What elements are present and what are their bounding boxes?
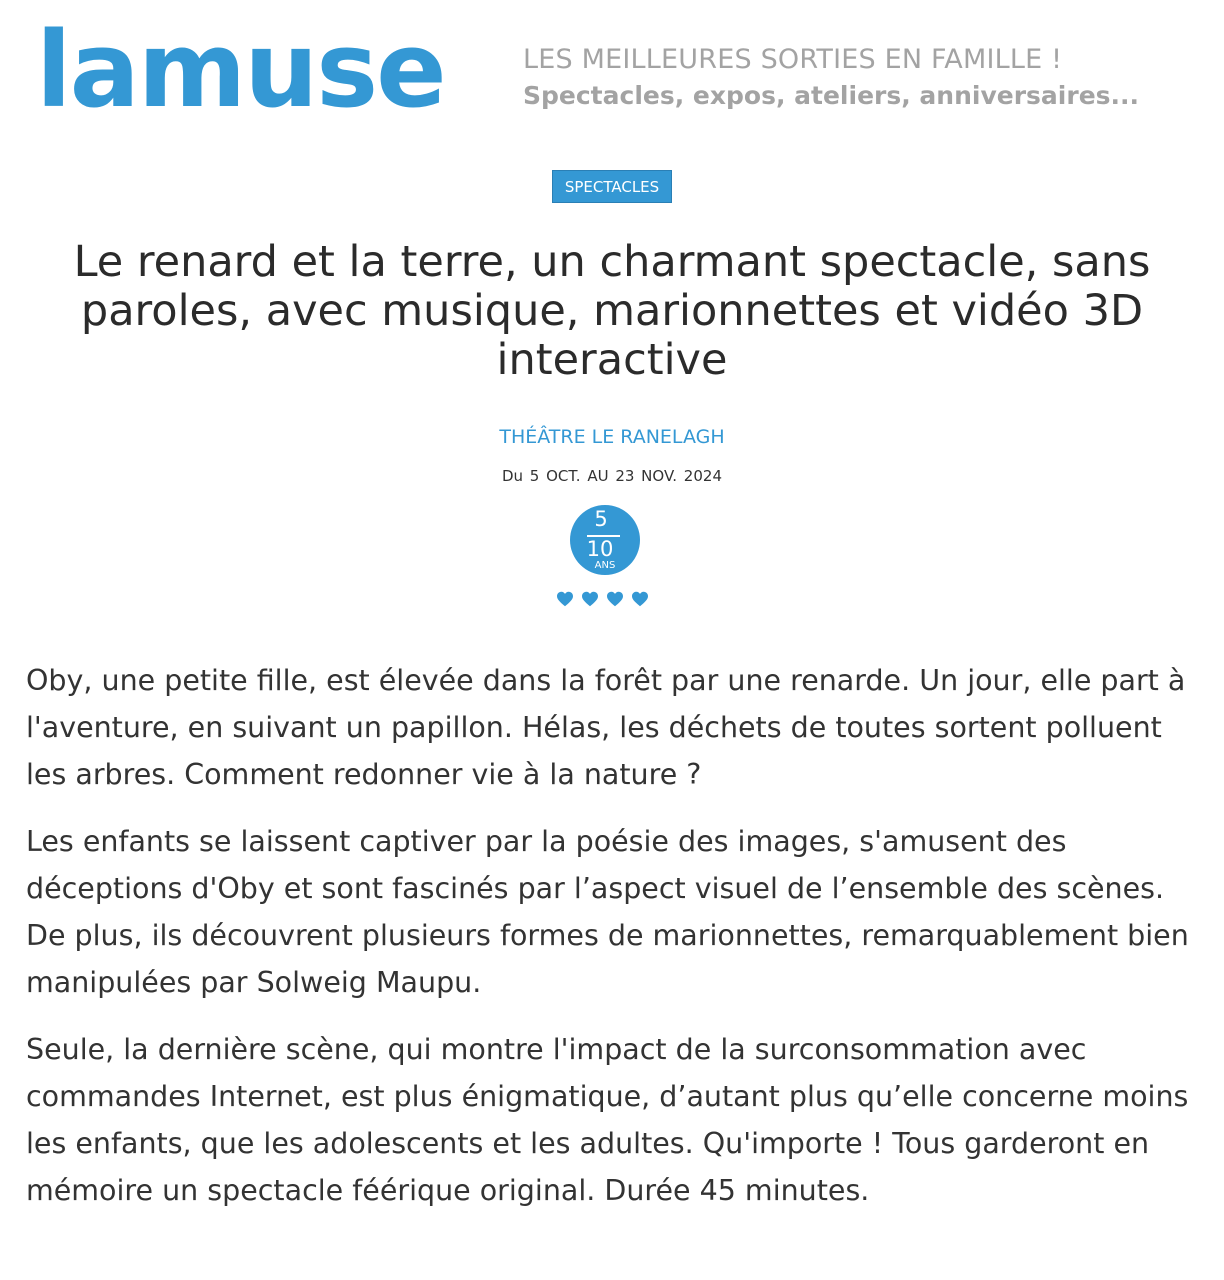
rating-hearts	[556, 591, 656, 611]
heart-icon	[581, 591, 599, 607]
event-dates: Du 5 OCT. AU 23 NOV. 2024	[501, 467, 722, 485]
heart-icon	[556, 591, 574, 607]
category-badge[interactable]: SPECTACLES	[552, 170, 672, 203]
article-paragraph: Seule, la dernière scène, qui montre l'impact de la surconsommation avec commandes Internet, est plus énigmatique, d’autant plus qu’elle concerne moins les enfants, que les adolescents et les adultes. Qu'importe ! Tous garderont en mémoire un spectacle féérique original. Durée 45 minutes.	[26, 1033, 1189, 1207]
tagline-primary: LES MEILLEURES SORTIES EN FAMILLE !	[523, 44, 1063, 75]
article-paragraph: Les enfants se laissent captiver par la poésie des images, s'amusent des déceptions d'Oby et sont fascinés par l’aspect visuel de l’ensemble des scènes. De plus, ils découvrent plusieurs formes de marionnettes, remarquablement bien manipulées par Solweig Maupu.	[26, 825, 1189, 999]
article-title: Le renard et la terre, un charmant spectacle, sans paroles, avec musique, marionnettes et vidéo 3D interactive	[73, 237, 1151, 385]
site-tagline	[523, 42, 1203, 114]
site-logo[interactable]: lamuse	[36, 9, 445, 131]
age-min: 5	[594, 507, 608, 531]
heart-icon	[606, 591, 624, 607]
article-paragraph: Oby, une petite fille, est élevée dans la forêt par une renarde. Un jour, elle part à l'aventure, en suivant un papillon. Hélas, les déchets de toutes sortent polluent les arbres. Comment redonner vie à la nature ?	[26, 664, 1186, 791]
article-body	[26, 657, 1206, 1214]
tagline-secondary: Spectacles, expos, ateliers, anniversaires...	[523, 81, 1140, 110]
venue-link[interactable]: THÉÂTRE LE RANELAGH	[499, 426, 725, 448]
heart-icon	[631, 591, 649, 607]
site-header	[0, 0, 1224, 130]
age-unit: ANS	[594, 560, 616, 571]
age-max: 10	[586, 537, 614, 561]
category-row	[0, 170, 1224, 203]
age-range-badge	[570, 505, 640, 575]
